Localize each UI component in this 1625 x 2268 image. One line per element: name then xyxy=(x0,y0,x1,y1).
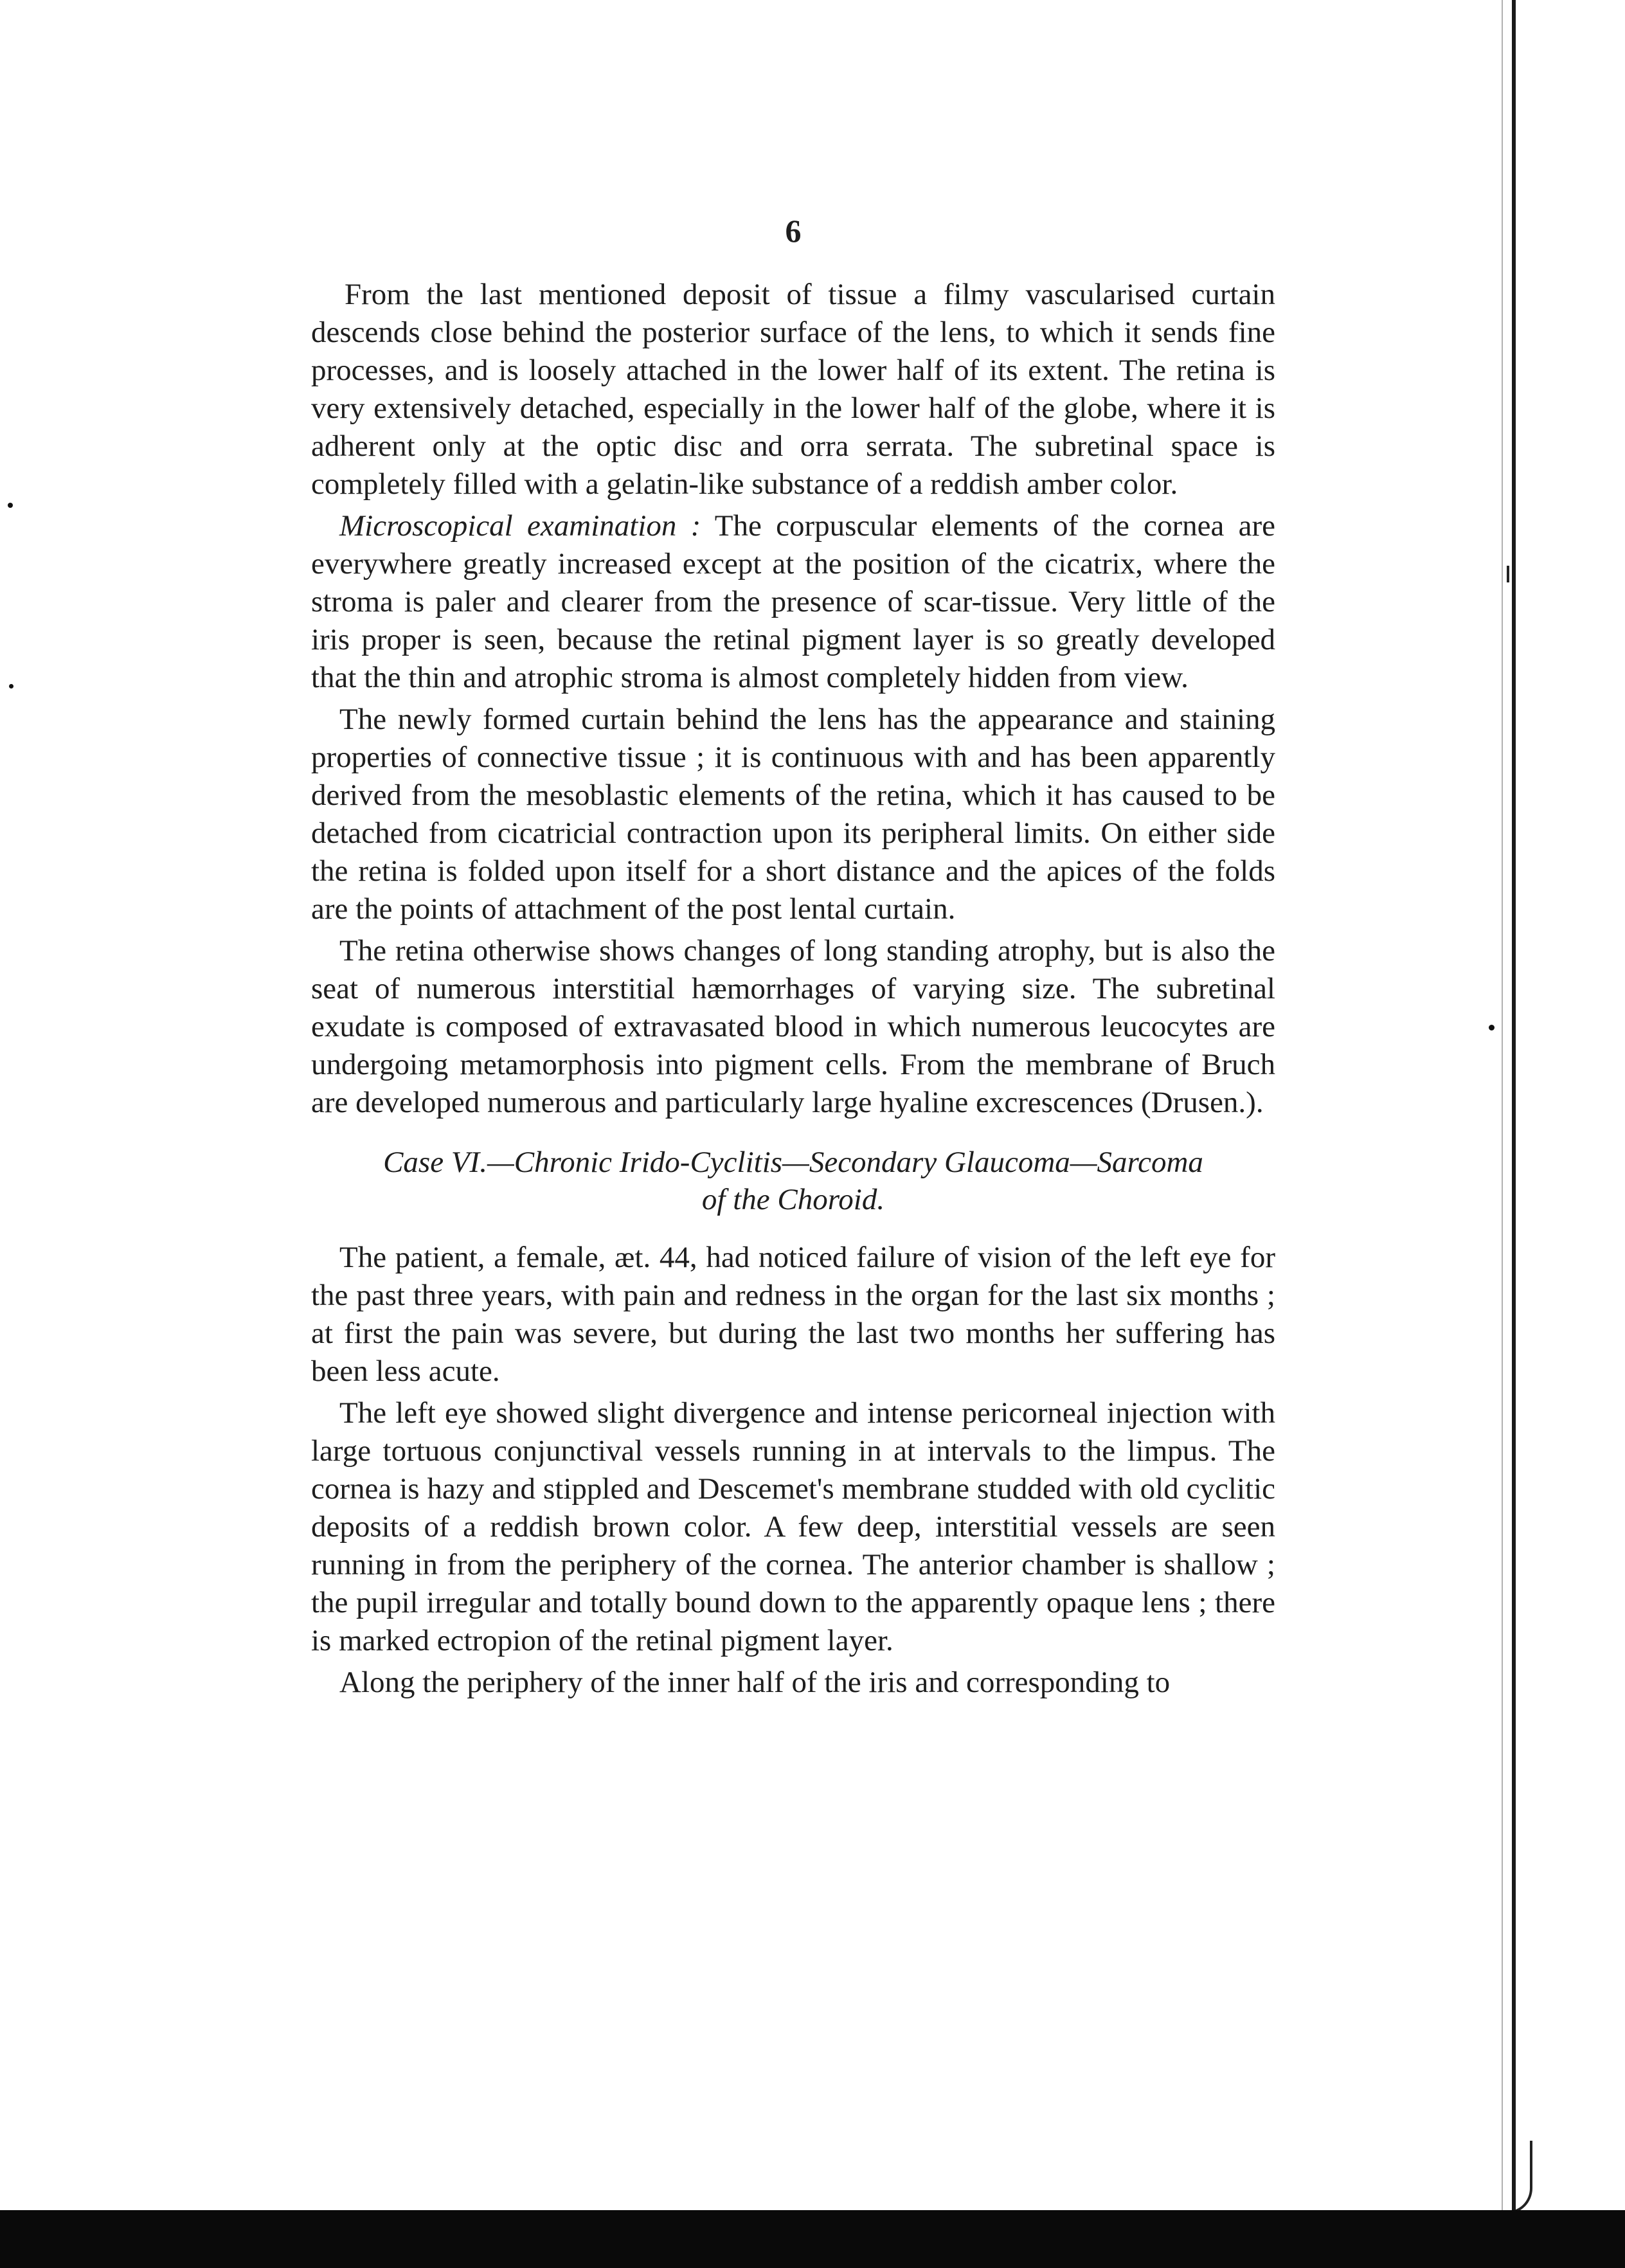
paragraph-4: The retina otherwise shows changes of long standing atrophy, but is also the seat of numerous interstitial hæmorrhages of varying size. The subretinal exudate is composed of extravasated blood in which numerous leucocytes are undergoing metamorphosis into pigment cells. From the membrane of Bruch are developed numerous and particularly large hyaline excrescences (Drusen.). xyxy=(311,934,1275,1119)
paragraph-1: From the last mentioned deposit of tissue a filmy vascularised curtain descends close behind the posterior surface of the lens, to which it sends fine processes, and is loosely attached in the lower half of its extent. The retina is very extensively detached, especially in the lower half of the globe, where it is adherent only at the optic disc and orra serrata. The subretinal space is completely filled with a gelatin-like substance of a reddish amber color. xyxy=(311,278,1275,501)
page-number: 6 xyxy=(785,213,802,249)
scan-speck xyxy=(8,503,13,508)
case-heading-line-2: of the Choroid. xyxy=(701,1183,885,1216)
page-edge-line xyxy=(1512,0,1516,2268)
scan-edge-mark xyxy=(1507,566,1509,582)
paragraph-text: The corpuscular elements of the cornea are everywhere greatly increased except at the position of the cicatrix, where the stroma is paler and clearer from the presence of scar-tissue. Very little of the iris proper is seen, because the retinal pigment layer is so greatly developed that the thin and atrophic stroma is almost completely hidden from view. xyxy=(311,509,1275,694)
page-corner-curl xyxy=(1504,2141,1532,2214)
scan-speck xyxy=(9,684,13,688)
paragraph-lead: Microscopical examination : xyxy=(339,509,701,543)
page-edge-shadow xyxy=(1502,0,1503,2268)
case-paragraph-3: Along the periphery of the inner half of the iris and corresponding to xyxy=(339,1666,1171,1699)
paragraph-2 xyxy=(311,507,1275,697)
scan-speck xyxy=(1489,1025,1495,1030)
case-paragraph-2: The left eye showed slight divergence and intense pericorneal injection with large tortuous conjunctival vessels running in at intervals to the limpus. The cornea is hazy and stippled and Descemet's membrane studded with old cyclitic deposits of a reddish brown color. A few deep, interstitial vessels are seen running in from the periphery of the cornea. The anterior chamber is shallow ; the pupil irregular and totally bound down to the apparently opaque lens ; there is marked ectropion of the retinal pigment layer. xyxy=(311,1396,1275,1657)
case-heading-line-1: Case VI.—Chronic Irido-Cyclitis—Secondary Glaucoma—Sarcoma xyxy=(383,1146,1203,1179)
case-paragraph-1: The patient, a female, æt. 44, had noticed failure of vision of the left eye for the past three years, with pain and redness in the organ for the last six months ; at first the pain was severe, but during the last two months her suffering has been less acute. xyxy=(311,1241,1275,1388)
case-heading xyxy=(311,1144,1275,1218)
paragraph-3: The newly formed curtain behind the lens has the appearance and staining properties of connective tissue ; it is continuous with and has been apparently derived from the mesoblastic elements of the retina, which it has caused to be detached from cicatricial contraction upon its peripheral limits. On either side the retina is folded upon itself for a short distance and the apices of the folds are the points of attachment of the post lental curtain. xyxy=(311,703,1275,926)
scan-bottom-border xyxy=(0,2210,1625,2268)
document-page xyxy=(311,212,1275,1702)
